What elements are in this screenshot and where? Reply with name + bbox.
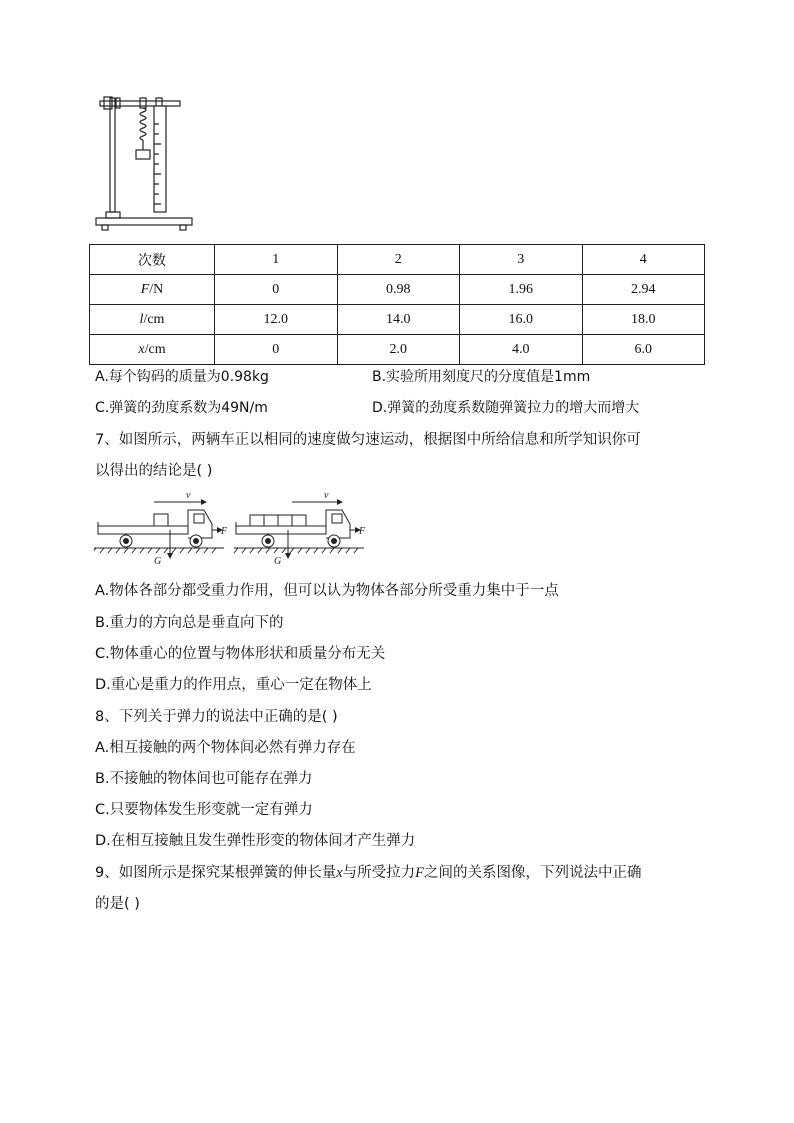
experiment-data-table xyxy=(89,244,705,365)
table-cell: 2.0 xyxy=(337,335,460,365)
label-v2: v xyxy=(324,490,329,501)
q9-stem-line1: 9、如图所示是探究某根弹簧的伸长量x与所受拉力F之间的关系图像，下列说法中正确 xyxy=(95,865,642,881)
q8-option-a: A.相互接触的两个物体间必然有弹力存在 xyxy=(95,740,356,756)
table-cell: 2.94 xyxy=(582,275,705,305)
table-row xyxy=(90,275,705,305)
table-header-cell: 2 xyxy=(337,245,460,275)
table-header-cell: 3 xyxy=(460,245,583,275)
q7-stem-line1: 7、如图所示，两辆车正以相同的速度做匀速运动，根据图中所给信息和所学知识你可 xyxy=(95,432,641,448)
table-cell: 12.0 xyxy=(215,305,338,335)
label-F2: F xyxy=(359,526,366,537)
trucks-figure xyxy=(94,486,370,568)
q6-option-c: C.弹簧的劲度系数为49N/m xyxy=(95,400,268,416)
table-header-cell: 次数 xyxy=(90,245,215,275)
q9-stem-line2: 的是( ) xyxy=(95,896,140,912)
table-cell: 16.0 xyxy=(460,305,583,335)
table-cell: 0 xyxy=(215,275,338,305)
label-F1: F xyxy=(221,526,228,537)
table-row xyxy=(90,305,705,335)
label-G1: G xyxy=(154,556,162,567)
label-G2: G xyxy=(274,556,282,567)
q6-option-d: D.弹簧的劲度系数随弹簧拉力的增大而增大 xyxy=(372,400,640,416)
q7-option-d: D.重心是重力的作用点，重心一定在物体上 xyxy=(95,677,372,693)
row-label: F/N xyxy=(90,275,215,305)
q8-option-c: C.只要物体发生形变就一定有弹力 xyxy=(95,802,313,818)
table-cell: 1.96 xyxy=(460,275,583,305)
label-v1: v xyxy=(186,490,191,501)
q6-option-b: B.实验所用刻度尺的分度值是1mm xyxy=(372,369,591,385)
table-cell: 0 xyxy=(215,335,338,365)
row-label: l/cm xyxy=(90,305,215,335)
q7-stem-line2: 以得出的结论是( ) xyxy=(95,463,213,479)
table-header-row xyxy=(90,245,705,275)
table-cell: 0.98 xyxy=(337,275,460,305)
q8-stem: 8、下列关于弹力的说法中正确的是( ) xyxy=(95,709,338,725)
q7-option-c: C.物体重心的位置与物体形状和质量分布无关 xyxy=(95,646,386,662)
table-cell: 14.0 xyxy=(337,305,460,335)
q7-option-b: B.重力的方向总是垂直向下的 xyxy=(95,615,284,631)
table-header-cell: 1 xyxy=(215,245,338,275)
table-row xyxy=(90,335,705,365)
spring-apparatus-figure xyxy=(94,94,198,234)
q6-option-a: A.每个钩码的质量为0.98kg xyxy=(95,369,269,385)
q7-option-a: A.物体各部分都受重力作用，但可以认为物体各部分所受重力集中于一点 xyxy=(95,583,559,599)
table-cell: 6.0 xyxy=(582,335,705,365)
table-cell: 4.0 xyxy=(460,335,583,365)
table-cell: 18.0 xyxy=(582,305,705,335)
row-label: x/cm xyxy=(90,335,215,365)
q8-option-b: B.不接触的物体间也可能存在弹力 xyxy=(95,771,313,787)
q8-option-d: D.在相互接触且发生弹性形变的物体间才产生弹力 xyxy=(95,833,416,849)
table-header-cell: 4 xyxy=(582,245,705,275)
